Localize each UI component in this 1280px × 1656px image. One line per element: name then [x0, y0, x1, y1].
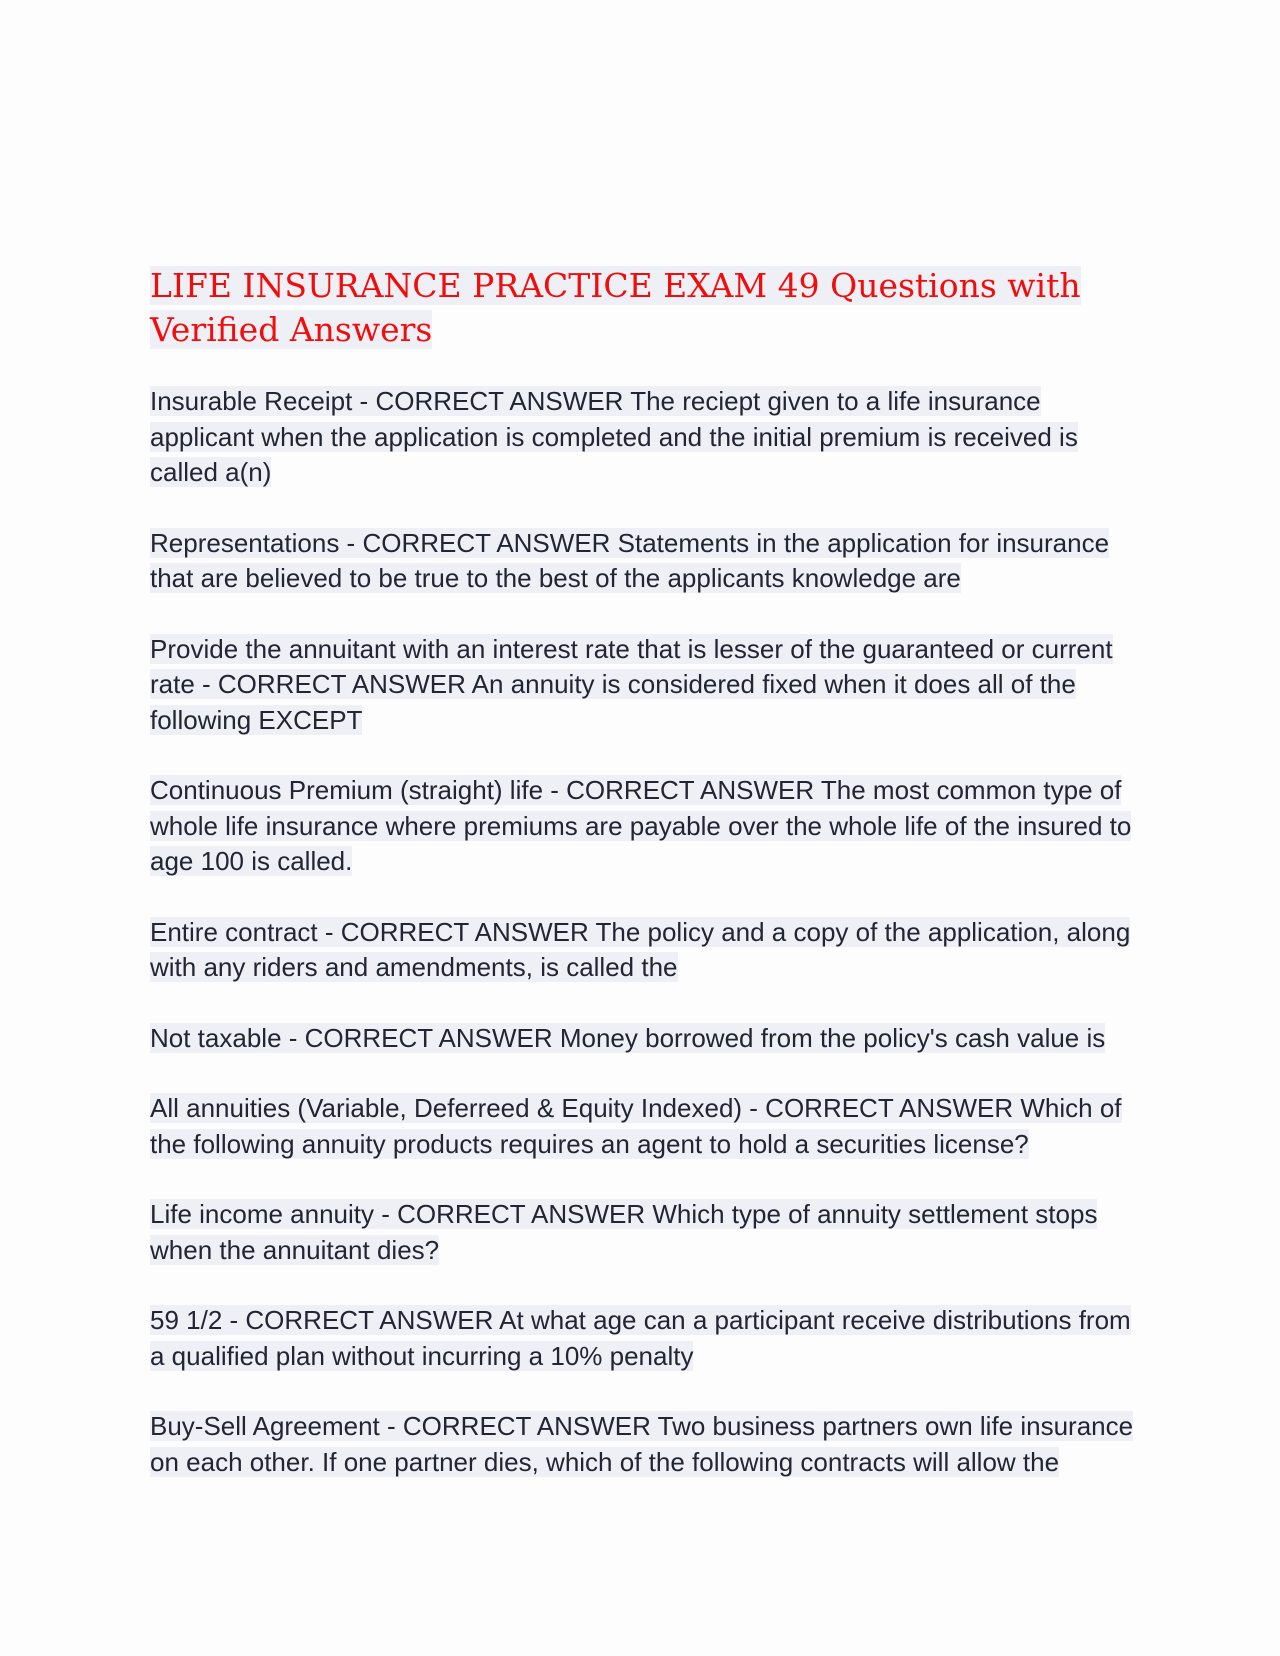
qa-entry-10 [150, 1409, 1135, 1480]
qa-entry-7 [150, 1091, 1135, 1162]
document-title [150, 264, 1135, 352]
qa-entry-text: Not taxable - CORRECT ANSWER Money borrowed from the policy's cash value is [150, 1022, 1106, 1053]
qa-entry-3 [150, 632, 1135, 739]
qa-entry-text: All annuities (Variable, Deferreed & Equity Indexed) - CORRECT ANSWER Which of the following annuity products requires an agent to hold a securities license? [150, 1093, 1122, 1159]
qa-entry-text: Continuous Premium (straight) life - CORRECT ANSWER The most common type of whole life insurance where premiums are payable over the whole life of the insured to age 100 is called. [150, 775, 1132, 876]
qa-entry-8 [150, 1197, 1135, 1268]
qa-entry-5 [150, 915, 1135, 986]
qa-entry-text: Provide the annuitant with an interest rate that is lesser of the guaranteed or current rate - CORRECT ANSWER An annuity is considered fixed when it does all of the following EXCEPT [150, 633, 1113, 735]
qa-entry-text: Insurable Receipt - CORRECT ANSWER The reciept given to a life insurance applicant when the application is completed and the initial premium is received is called a(n) [150, 386, 1078, 487]
qa-entry-text: Entire contract - CORRECT ANSWER The policy and a copy of the application, along with any riders and amendments, is called the [150, 916, 1131, 982]
qa-entry-text: Life income annuity - CORRECT ANSWER Which type of annuity settlement stops when the annuitant dies? [150, 1199, 1098, 1265]
document-page [150, 264, 1135, 1515]
document-title-text: LIFE INSURANCE PRACTICE EXAM 49 Questions with Verified Answers [150, 266, 1081, 349]
qa-entry-1 [150, 384, 1135, 491]
qa-entry-9 [150, 1303, 1135, 1374]
qa-entry-text: 59 1/2 - CORRECT ANSWER At what age can a participant receive distributions from a qualified plan without incurring a 10% penalty [150, 1305, 1131, 1371]
qa-entry-2 [150, 526, 1135, 597]
qa-entry-text: Buy-Sell Agreement - CORRECT ANSWER Two business partners own life insurance on each other. If one partner dies, which of the following contracts will allow the [150, 1411, 1134, 1477]
qa-entry-text: Representations - CORRECT ANSWER Statements in the application for insurance that are believed to be true to the best of the applicants knowledge are [150, 527, 1110, 593]
qa-entry-4 [150, 773, 1135, 880]
qa-entry-6 [150, 1021, 1135, 1057]
